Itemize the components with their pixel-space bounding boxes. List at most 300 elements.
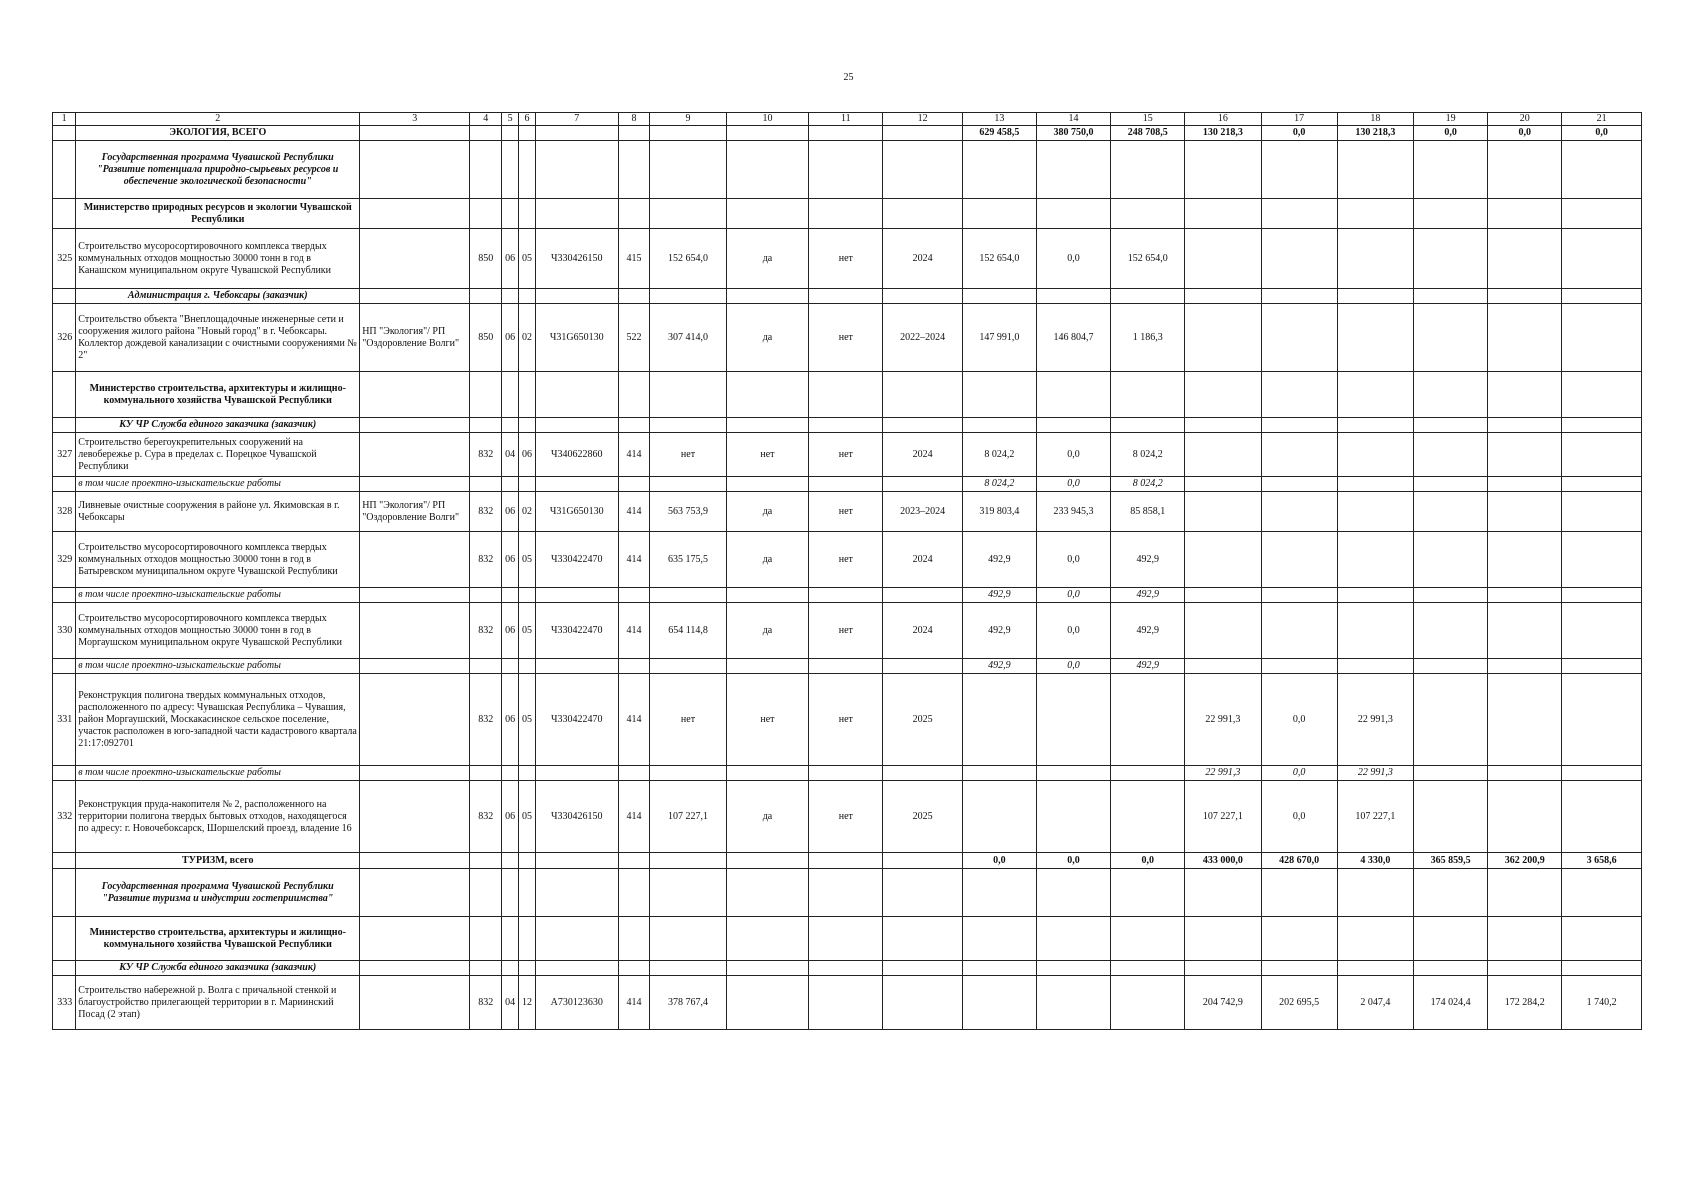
amount-cell (1562, 766, 1642, 781)
code-cell: 414 (618, 433, 650, 477)
amount-cell (1562, 492, 1642, 532)
code-cell (726, 853, 809, 869)
code-cell (650, 199, 726, 229)
row-number (53, 141, 76, 199)
code-cell (470, 588, 502, 603)
project-source (360, 229, 470, 289)
code-cell: 635 175,5 (650, 532, 726, 588)
amount-cell: 130 218,3 (1337, 126, 1413, 141)
code-cell (618, 477, 650, 492)
row-number: 328 (53, 492, 76, 532)
code-cell: Ч330426150 (535, 229, 618, 289)
amount-cell (1261, 229, 1337, 289)
code-cell (535, 588, 618, 603)
code-cell (883, 766, 962, 781)
amount-cell (1562, 229, 1642, 289)
amount-cell (1185, 917, 1261, 961)
amount-cell (1185, 229, 1261, 289)
code-cell (360, 199, 470, 229)
code-cell: 06 (502, 603, 519, 659)
column-number: 17 (1261, 113, 1337, 126)
code-cell: 107 227,1 (650, 781, 726, 853)
amount-cell (1562, 289, 1642, 304)
amount-cell (1488, 961, 1562, 976)
code-cell: 12 (519, 976, 536, 1030)
amount-cell (1414, 492, 1488, 532)
code-cell (502, 141, 519, 199)
amount-cell (1414, 766, 1488, 781)
code-cell: 563 753,9 (650, 492, 726, 532)
code-cell: 2024 (883, 603, 962, 659)
amount-cell (1562, 603, 1642, 659)
row-number (53, 766, 76, 781)
amount-cell (1036, 976, 1110, 1030)
code-cell (519, 766, 536, 781)
code-cell: 522 (618, 304, 650, 372)
code-cell (618, 588, 650, 603)
amount-cell: 4 330,0 (1337, 853, 1413, 869)
code-cell: 414 (618, 781, 650, 853)
code-cell: 832 (470, 603, 502, 659)
amount-cell: 0,0 (1036, 659, 1110, 674)
row-number: 325 (53, 229, 76, 289)
code-cell (360, 141, 470, 199)
code-cell: 850 (470, 229, 502, 289)
code-cell (618, 917, 650, 961)
row-number: 331 (53, 674, 76, 766)
amount-cell (1111, 976, 1185, 1030)
code-cell (535, 141, 618, 199)
code-cell: 832 (470, 976, 502, 1030)
amount-cell: 492,9 (962, 532, 1036, 588)
amount-cell (1337, 141, 1413, 199)
amount-cell (1562, 433, 1642, 477)
code-cell (535, 853, 618, 869)
row-number (53, 961, 76, 976)
amount-cell (1562, 532, 1642, 588)
amount-cell: 233 945,3 (1036, 492, 1110, 532)
code-cell: 06 (502, 781, 519, 853)
code-cell (809, 853, 883, 869)
code-cell: 415 (618, 229, 650, 289)
amount-cell: 204 742,9 (1185, 976, 1261, 1030)
amount-cell (1337, 588, 1413, 603)
amount-cell (1562, 418, 1642, 433)
page-number: 25 (843, 72, 854, 83)
column-number: 6 (519, 113, 536, 126)
code-cell (726, 588, 809, 603)
code-cell (726, 199, 809, 229)
amount-cell (1414, 917, 1488, 961)
code-cell (883, 917, 962, 961)
code-cell (650, 372, 726, 418)
amount-cell (1261, 141, 1337, 199)
code-cell (809, 289, 883, 304)
amount-cell (1562, 477, 1642, 492)
amount-cell (1261, 289, 1337, 304)
amount-cell: 492,9 (1111, 603, 1185, 659)
amount-cell: 22 991,3 (1337, 766, 1413, 781)
code-cell (650, 418, 726, 433)
amount-cell: 380 750,0 (1036, 126, 1110, 141)
amount-cell (1261, 603, 1337, 659)
amount-cell (1185, 961, 1261, 976)
code-cell (883, 418, 962, 433)
amount-cell: 1 186,3 (1111, 304, 1185, 372)
code-cell: 05 (519, 781, 536, 853)
code-cell (726, 917, 809, 961)
amount-cell (1261, 433, 1337, 477)
amount-cell (1562, 588, 1642, 603)
row-title: Министерство природных ресурсов и экологии Чувашской Республики (76, 199, 360, 229)
amount-cell: 85 858,1 (1111, 492, 1185, 532)
code-cell (535, 659, 618, 674)
code-cell (470, 289, 502, 304)
code-cell (883, 199, 962, 229)
amount-cell (1036, 418, 1110, 433)
row-number (53, 853, 76, 869)
code-cell (519, 126, 536, 141)
table-row (53, 229, 1642, 289)
code-cell (883, 372, 962, 418)
amount-cell (1261, 372, 1337, 418)
column-number: 12 (883, 113, 962, 126)
code-cell (650, 853, 726, 869)
amount-cell: 172 284,2 (1488, 976, 1562, 1030)
amount-cell: 0,0 (1036, 477, 1110, 492)
code-cell: Ч31G650130 (535, 304, 618, 372)
code-cell: 832 (470, 532, 502, 588)
amount-cell (1414, 781, 1488, 853)
amount-cell: 0,0 (1261, 126, 1337, 141)
amount-cell (1261, 199, 1337, 229)
code-cell: 02 (519, 304, 536, 372)
amount-cell: 0,0 (1111, 853, 1185, 869)
code-cell (535, 372, 618, 418)
code-cell (726, 289, 809, 304)
project-source (360, 781, 470, 853)
code-cell: Ч31G650130 (535, 492, 618, 532)
amount-cell (1185, 492, 1261, 532)
code-cell: 06 (502, 532, 519, 588)
amount-cell (1111, 418, 1185, 433)
table-row (53, 976, 1642, 1030)
code-cell (535, 961, 618, 976)
code-cell: 2024 (883, 433, 962, 477)
amount-cell (1562, 869, 1642, 917)
code-cell (519, 659, 536, 674)
column-number: 11 (809, 113, 883, 126)
code-cell (470, 477, 502, 492)
code-cell: 2025 (883, 674, 962, 766)
amount-cell (1562, 304, 1642, 372)
amount-cell (962, 869, 1036, 917)
table-row (53, 674, 1642, 766)
amount-cell (1337, 532, 1413, 588)
code-cell (618, 141, 650, 199)
code-cell (470, 126, 502, 141)
code-cell: 2023–2024 (883, 492, 962, 532)
code-cell (360, 869, 470, 917)
code-cell: нет (809, 433, 883, 477)
column-number: 18 (1337, 113, 1413, 126)
amount-cell (1414, 869, 1488, 917)
project-source (360, 674, 470, 766)
amount-cell (1337, 372, 1413, 418)
code-cell (650, 766, 726, 781)
amount-cell (1414, 372, 1488, 418)
column-number: 7 (535, 113, 618, 126)
row-number: 330 (53, 603, 76, 659)
code-cell (519, 372, 536, 418)
amount-cell (1488, 588, 1562, 603)
amount-cell (962, 289, 1036, 304)
code-cell (618, 199, 650, 229)
amount-cell: 0,0 (1036, 532, 1110, 588)
column-number: 15 (1111, 113, 1185, 126)
code-cell: 2024 (883, 229, 962, 289)
row-title: ТУРИЗМ, всего (76, 853, 360, 869)
amount-cell (1185, 433, 1261, 477)
amount-cell: 0,0 (1414, 126, 1488, 141)
code-cell: нет (809, 781, 883, 853)
amount-cell: 8 024,2 (962, 477, 1036, 492)
code-cell (519, 418, 536, 433)
object-name: Строительство мусоросортировочного комплекса твердых коммунальных отходов мощностью 30000 тонн в год в Канашском муниципальном округе Чувашской Республики (76, 229, 360, 289)
amount-cell (1185, 532, 1261, 588)
amount-cell (962, 372, 1036, 418)
code-cell (535, 766, 618, 781)
amount-cell (1337, 917, 1413, 961)
amount-cell: 152 654,0 (962, 229, 1036, 289)
amount-cell (1562, 372, 1642, 418)
code-cell: 414 (618, 492, 650, 532)
amount-cell (1185, 477, 1261, 492)
amount-cell (1036, 372, 1110, 418)
code-cell (809, 141, 883, 199)
code-cell (470, 199, 502, 229)
project-source (360, 532, 470, 588)
column-number: 5 (502, 113, 519, 126)
amount-cell (1414, 603, 1488, 659)
subtotal-row (53, 477, 1642, 492)
amount-cell: 492,9 (1111, 588, 1185, 603)
amount-cell (962, 976, 1036, 1030)
customer-row (53, 289, 1642, 304)
amount-cell (1111, 961, 1185, 976)
object-name: Строительство набережной р. Волга с причальной стенкой и благоустройство прилегающей территории в г. Мариинский Посад (2 этап) (76, 976, 360, 1030)
code-cell: 378 767,4 (650, 976, 726, 1030)
amount-cell (1111, 674, 1185, 766)
code-cell (519, 141, 536, 199)
amount-cell: 147 991,0 (962, 304, 1036, 372)
code-cell: Ч330422470 (535, 603, 618, 659)
amount-cell: 1 740,2 (1562, 976, 1642, 1030)
code-cell: да (726, 603, 809, 659)
amount-cell (1488, 869, 1562, 917)
amount-cell (1261, 659, 1337, 674)
code-cell: да (726, 781, 809, 853)
code-cell (650, 289, 726, 304)
code-cell: 05 (519, 603, 536, 659)
row-number (53, 869, 76, 917)
row-title: в том числе проектно-изыскательские работы (76, 659, 360, 674)
amount-cell (1414, 229, 1488, 289)
column-number: 8 (618, 113, 650, 126)
code-cell (809, 917, 883, 961)
customer-row (53, 961, 1642, 976)
row-number: 332 (53, 781, 76, 853)
amount-cell (1337, 229, 1413, 289)
code-cell (470, 917, 502, 961)
subtotal-row (53, 588, 1642, 603)
subtotal-row (53, 659, 1642, 674)
amount-cell: 629 458,5 (962, 126, 1036, 141)
code-cell: Ч330426150 (535, 781, 618, 853)
amount-cell (1562, 961, 1642, 976)
amount-cell (1261, 588, 1337, 603)
code-cell: 05 (519, 229, 536, 289)
code-cell (360, 766, 470, 781)
amount-cell (962, 781, 1036, 853)
amount-cell (1111, 869, 1185, 917)
amount-cell (1414, 199, 1488, 229)
amount-cell (1414, 289, 1488, 304)
table-row (53, 492, 1642, 532)
column-number: 10 (726, 113, 809, 126)
amount-cell (1562, 781, 1642, 853)
code-cell (470, 659, 502, 674)
amount-cell (1261, 477, 1337, 492)
code-cell: А730123630 (535, 976, 618, 1030)
row-number: 326 (53, 304, 76, 372)
amount-cell: 2 047,4 (1337, 976, 1413, 1030)
code-cell (650, 917, 726, 961)
amount-cell (1337, 418, 1413, 433)
code-cell (618, 418, 650, 433)
code-cell: да (726, 532, 809, 588)
amount-cell (1488, 477, 1562, 492)
row-title: в том числе проектно-изыскательские работы (76, 588, 360, 603)
code-cell: нет (809, 603, 883, 659)
amount-cell (1036, 674, 1110, 766)
code-cell (502, 477, 519, 492)
code-cell: 02 (519, 492, 536, 532)
amount-cell (1185, 418, 1261, 433)
row-title: в том числе проектно-изыскательские работы (76, 477, 360, 492)
program-row (53, 869, 1642, 917)
amount-cell (1036, 766, 1110, 781)
code-cell (519, 961, 536, 976)
code-cell (360, 961, 470, 976)
amount-cell (1414, 418, 1488, 433)
code-cell: нет (809, 304, 883, 372)
row-number: 329 (53, 532, 76, 588)
code-cell: 04 (502, 433, 519, 477)
amount-cell (1337, 659, 1413, 674)
row-title: Государственная программа Чувашской Республики "Развитие туризма и индустрии гостеприимства" (76, 869, 360, 917)
amount-cell (1488, 372, 1562, 418)
row-title: Министерство строительства, архитектуры и жилищно-коммунального хозяйства Чувашской Республики (76, 917, 360, 961)
code-cell (502, 869, 519, 917)
code-cell: 04 (502, 976, 519, 1030)
code-cell: 414 (618, 603, 650, 659)
amount-cell: 174 024,4 (1414, 976, 1488, 1030)
code-cell: нет (809, 674, 883, 766)
amount-cell (1562, 917, 1642, 961)
amount-cell (1414, 433, 1488, 477)
amount-cell (1414, 659, 1488, 674)
amount-cell (1337, 492, 1413, 532)
amount-cell (1036, 917, 1110, 961)
amount-cell (1337, 289, 1413, 304)
amount-cell: 146 804,7 (1036, 304, 1110, 372)
code-cell (726, 766, 809, 781)
amount-cell (1185, 372, 1261, 418)
object-name: Строительство объекта "Внеплощадочные инженерные сети и сооружения жилого района "Новый город" в г. Чебоксары. Коллектор дождевой канализации с очистными сооружениями № 2" (76, 304, 360, 372)
code-cell (618, 372, 650, 418)
row-title: Министерство строительства, архитектуры и жилищно-коммунального хозяйства Чувашской Республики (76, 372, 360, 418)
column-number: 14 (1036, 113, 1110, 126)
code-cell (535, 289, 618, 304)
code-cell: 05 (519, 532, 536, 588)
amount-cell (1261, 961, 1337, 976)
code-cell (535, 869, 618, 917)
section-total-row (53, 853, 1642, 869)
budget-table (52, 112, 1642, 1030)
amount-cell: 0,0 (1562, 126, 1642, 141)
amount-cell (1414, 961, 1488, 976)
code-cell: да (726, 492, 809, 532)
amount-cell: 8 024,2 (962, 433, 1036, 477)
amount-cell: 0,0 (1261, 766, 1337, 781)
code-cell (650, 126, 726, 141)
amount-cell (1488, 492, 1562, 532)
amount-cell (1036, 869, 1110, 917)
amount-cell (1261, 304, 1337, 372)
amount-cell: 8 024,2 (1111, 433, 1185, 477)
amount-cell: 319 803,4 (962, 492, 1036, 532)
code-cell (470, 418, 502, 433)
ministry-row (53, 917, 1642, 961)
section-total-row (53, 126, 1642, 141)
amount-cell: 107 227,1 (1337, 781, 1413, 853)
code-cell (883, 477, 962, 492)
amount-cell (962, 961, 1036, 976)
amount-cell: 22 991,3 (1185, 674, 1261, 766)
code-cell (470, 869, 502, 917)
row-number (53, 477, 76, 492)
column-number: 9 (650, 113, 726, 126)
table-row (53, 532, 1642, 588)
code-cell: нет (650, 674, 726, 766)
code-cell (535, 126, 618, 141)
row-number (53, 659, 76, 674)
amount-cell: 0,0 (1036, 603, 1110, 659)
column-number: 20 (1488, 113, 1562, 126)
code-cell (809, 418, 883, 433)
project-source (360, 976, 470, 1030)
amount-cell (1337, 304, 1413, 372)
amount-cell: 0,0 (1036, 853, 1110, 869)
code-cell (519, 588, 536, 603)
code-cell: нет (726, 433, 809, 477)
amount-cell (1414, 588, 1488, 603)
code-cell: 832 (470, 781, 502, 853)
code-cell: Ч330422470 (535, 674, 618, 766)
object-name: Ливневые очистные сооружения в районе ул. Якимовская в г. Чебоксары (76, 492, 360, 532)
amount-cell (1488, 289, 1562, 304)
